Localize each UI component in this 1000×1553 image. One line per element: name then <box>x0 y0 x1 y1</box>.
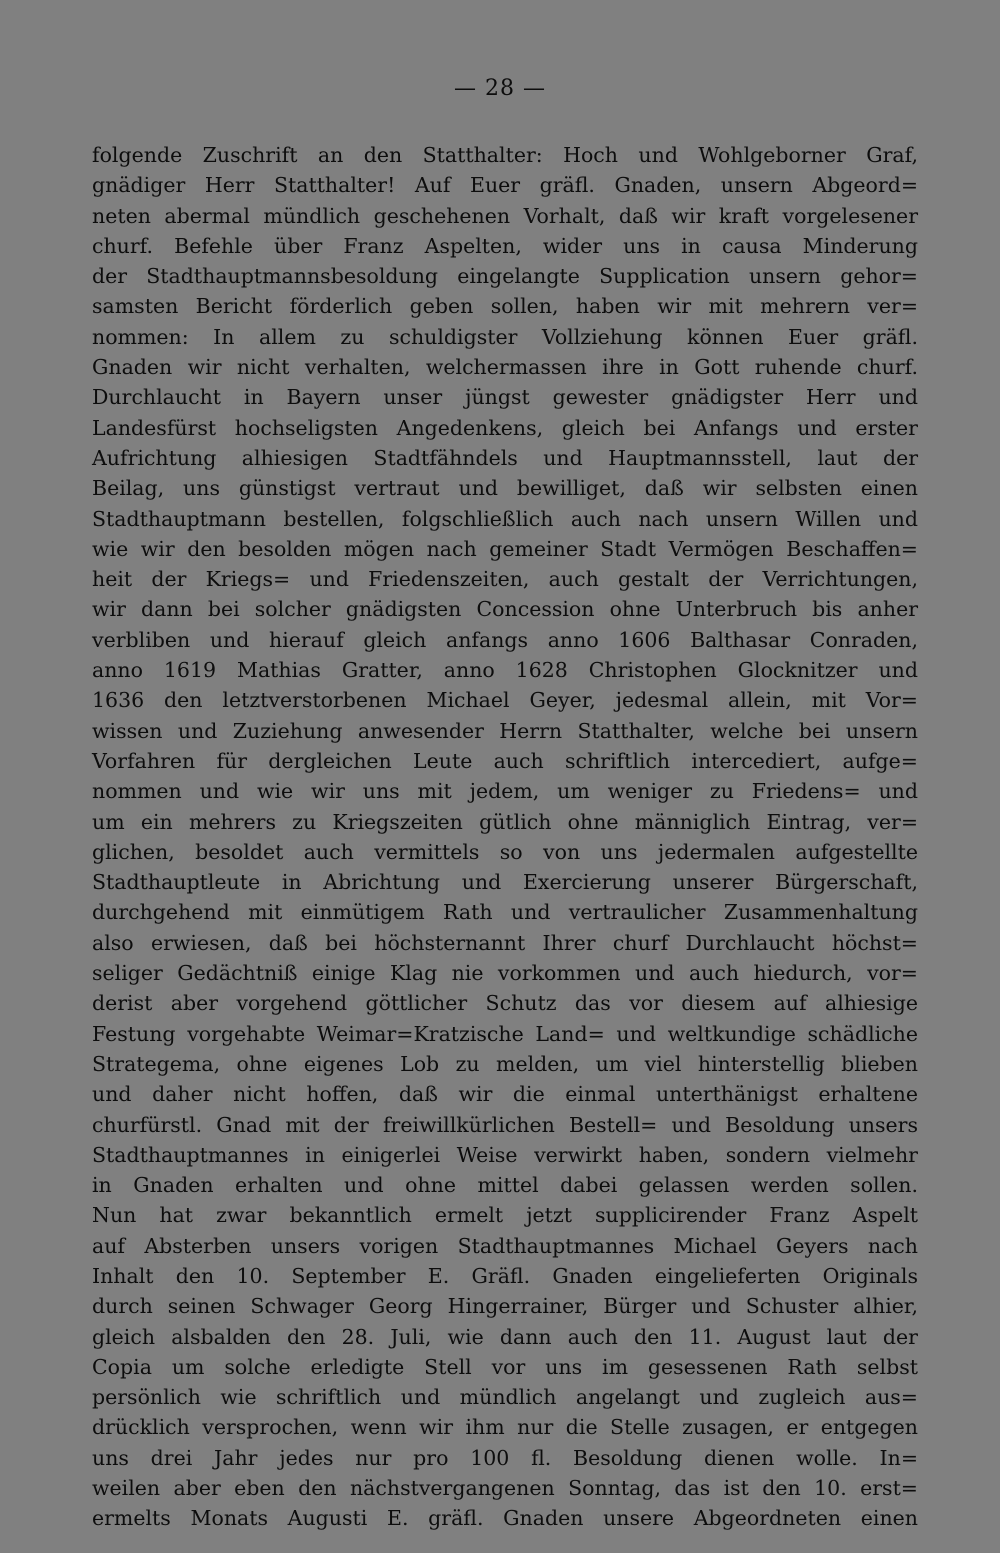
text-line: wissen und Zuziehung anwesender Herrn Statthalter, welche bei unsern <box>92 718 918 743</box>
text-line: in Gnaden erhalten und ohne mittel dabei gelassen werden sollen. <box>92 1173 918 1198</box>
text-line: heit der Kriegs= und Friedenszeiten, auch gestalt der Verrichtungen, <box>92 567 918 592</box>
body-text <box>92 140 918 1534</box>
text-line: derist aber vorgehend göttlicher Schutz das vor diesem auf alhiesige <box>92 991 918 1016</box>
text-line: churfürstl. Gnad mit der freiwillkürlichen Bestell= und Besoldung unsers <box>92 1112 918 1137</box>
text-line: gleich alsbalden den 28. Juli, wie dann auch den 11. August laut der <box>92 1324 918 1349</box>
text-line: und daher nicht hoffen, daß wir die einmal unterthänigst erhaltene <box>92 1082 918 1107</box>
text-line: neten abermal mündlich geschehenen Vorhalt, daß wir kraft vorgelesener <box>92 203 918 228</box>
text-line: drücklich versprochen, wenn wir ihm nur die Stelle zusagen, er entgegen <box>92 1415 918 1440</box>
text-line: Stadthauptmannes in einigerlei Weise verwirkt haben, sondern vielmehr <box>92 1142 918 1167</box>
text-line: Beilag, uns günstigst vertraut und bewilliget, daß wir selbsten einen <box>92 476 918 501</box>
text-line: folgende Zuschrift an den Statthalter: Hoch und Wohlgeborner Graf, <box>92 143 918 167</box>
text-line: weilen aber eben den nächstvergangenen Sonntag, das ist den 10. erst= <box>92 1476 918 1501</box>
text-line: gnädiger Herr Statthalter! Auf Euer gräfl. Gnaden, unsern Abgeord= <box>92 173 918 198</box>
text-line: wie wir den besolden mögen nach gemeiner Stadt Vermögen Beschaffen= <box>92 536 918 561</box>
text-line: Strategema, ohne eigenes Lob zu melden, um viel hinterstellig blieben <box>92 1051 918 1076</box>
text-line: churf. Befehle über Franz Aspelten, wider uns in causa Minderung <box>92 233 918 258</box>
text-line: Copia um solche erledigte Stell vor uns im gesessenen Rath selbst <box>92 1354 918 1379</box>
page-number: — 28 — <box>454 76 546 101</box>
text-line: durchgehend mit einmütigem Rath und vertraulicher Zusammenhaltung <box>92 900 918 925</box>
text-line: durch seinen Schwager Georg Hingerrainer, Bürger und Schuster alhier, <box>92 1294 918 1319</box>
text-line: Stadthauptmann bestellen, folgschließlich auch nach unsern Willen und <box>92 506 918 531</box>
text-line: nommen und wie wir uns mit jedem, um weniger zu Friedens= und <box>92 779 918 804</box>
text-line: glichen, besoldet auch vermittels so von uns jedermalen aufgestellte <box>92 839 918 864</box>
text-line: uns drei Jahr jedes nur pro 100 fl. Besoldung dienen wolle. In= <box>92 1445 918 1470</box>
text-line: Landesfürst hochseligsten Angedenkens, gleich bei Anfangs und erster <box>92 415 918 440</box>
text-line: also erwiesen, daß bei höchsternannt Ihrer churf Durchlaucht höchst= <box>92 930 918 955</box>
text-line: Gnaden wir nicht verhalten, welchermassen ihre in Gott ruhende churf. <box>92 355 918 380</box>
text-line: verbliben und hierauf gleich anfangs anno 1606 Balthasar Conraden, <box>92 627 918 652</box>
text-line: Nun hat zwar bekanntlich ermelt jetzt supplicirender Franz Aspelt <box>92 1203 918 1228</box>
text-line: Stadthauptleute in Abrichtung und Exercierung unserer Bürgerschaft, <box>92 870 918 895</box>
text-line: Durchlaucht in Bayern unser jüngst gewester gnädigster Herr und <box>92 385 918 410</box>
text-line: nommen: In allem zu schuldigster Vollziehung können Euer gräfl. <box>92 324 918 349</box>
text-line: persönlich wie schriftlich und mündlich angelangt und zugleich aus= <box>92 1385 918 1410</box>
text-line: samsten Bericht förderlich geben sollen, haben wir mit mehrern ver= <box>92 294 918 319</box>
text-line: Aufrichtung alhiesigen Stadtfähndels und Hauptmannsstell, laut der <box>92 445 918 470</box>
text-line: anno 1619 Mathias Gratter, anno 1628 Christophen Glocknitzer und <box>92 658 918 683</box>
text-line: ermelts Monats Augusti E. gräfl. Gnaden unsere Abgeordneten einen <box>92 1506 918 1531</box>
text-line: 1636 den letztverstorbenen Michael Geyer, jedesmal allein, mit Vor= <box>92 688 918 713</box>
text-line: wir dann bei solcher gnädigsten Concession ohne Unterbruch bis anher <box>92 597 918 622</box>
text-line: Festung vorgehabte Weimar=Kratzische Land= und weltkundige schädliche <box>92 1021 918 1046</box>
text-line: Inhalt den 10. September E. Gräfl. Gnaden eingelieferten Originals <box>92 1263 918 1288</box>
text-line: auf Absterben unsers vorigen Stadthauptmannes Michael Geyers nach <box>92 1233 918 1258</box>
text-line: der Stadthauptmannsbesoldung eingelangte Supplication unsern gehor= <box>92 264 918 289</box>
text-line: seliger Gedächtniß einige Klag nie vorkommen und auch hiedurch, vor= <box>92 961 918 986</box>
text-line: Vorfahren für dergleichen Leute auch schriftlich intercediert, aufge= <box>92 748 918 773</box>
text-line: um ein mehrers zu Kriegszeiten gütlich ohne männiglich Eintrag, ver= <box>92 809 918 834</box>
